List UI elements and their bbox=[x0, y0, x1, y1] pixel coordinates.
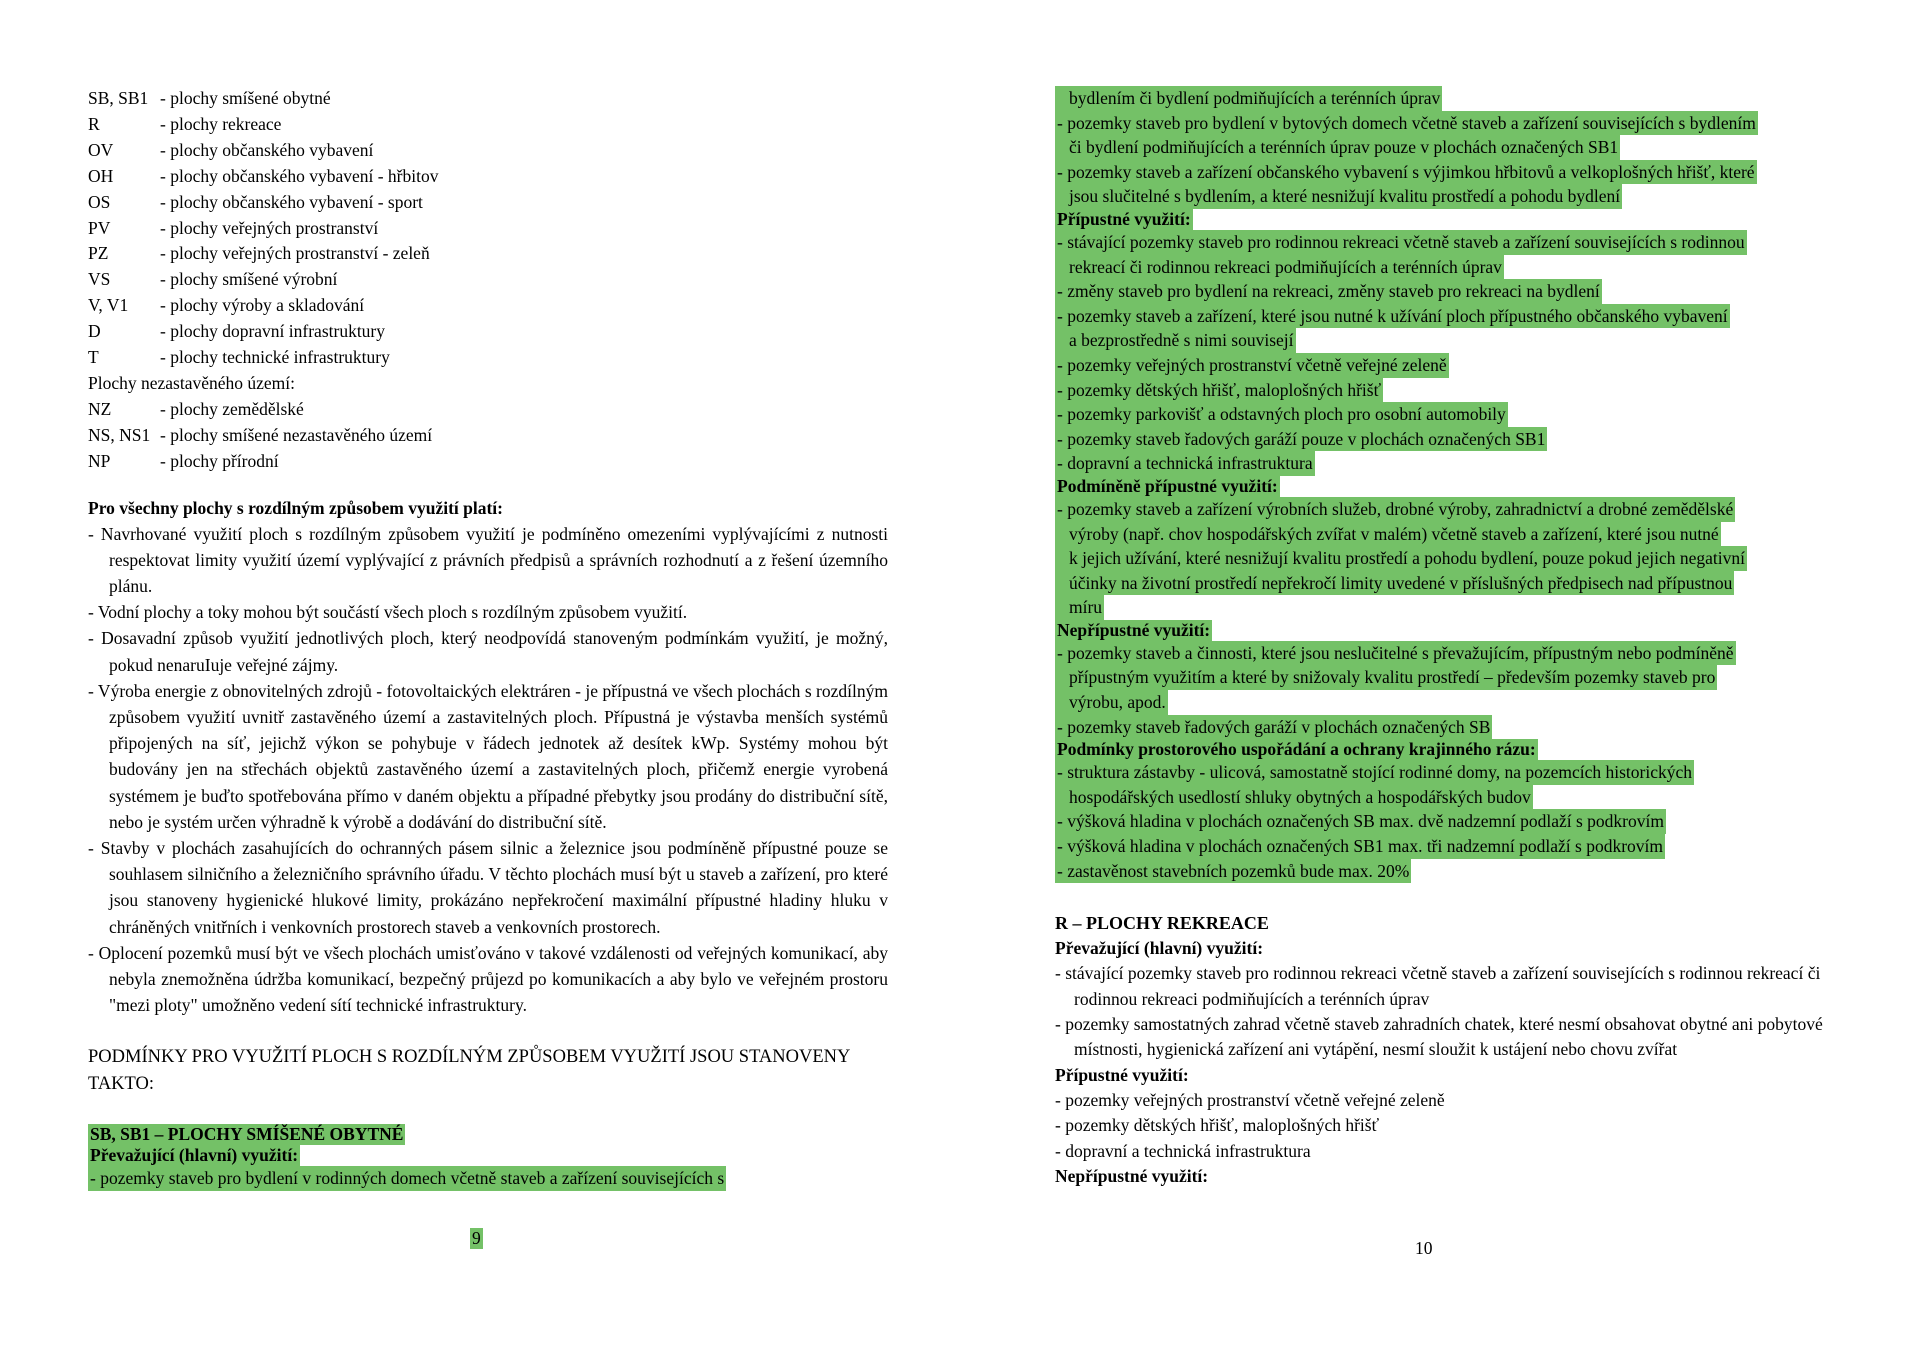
abbrev-text: - plochy občanského vybavení bbox=[160, 139, 374, 160]
abbrev-row bbox=[88, 112, 888, 138]
sb-main-use-line: - pozemky staveb pro bydlení v rodinných domech včetně staveb a zařízení souvisejících s bbox=[88, 1166, 726, 1191]
abbrev-code: OV bbox=[88, 139, 114, 160]
general-item: - Navrhované využití ploch s rozdílným způsobem využití je podmíněno omezeními vyplývajícími z nutnosti respektovat limity využití území vyplývající z právních předpisů a správních rozhodnutí a z řešení územního plánu. bbox=[88, 523, 888, 596]
abbrev-row bbox=[88, 345, 888, 371]
forbidden-use-line: výrobu, apod. bbox=[1055, 690, 1168, 715]
abbrev-row bbox=[88, 86, 888, 112]
r-permitted-item: - dopravní a technická infrastruktura bbox=[1055, 1140, 1311, 1161]
continued-line: či bydlení podmiňujících a terénních úprav pouze v plochách označených SB1 bbox=[1055, 135, 1620, 160]
spatial-conditions-line: - výšková hladina v plochách označených SB max. dvě nadzemní podlaží s podkrovím bbox=[1055, 809, 1666, 834]
abbrev-text: - plochy občanského vybavení - hřbitov bbox=[160, 165, 439, 186]
r-main-use-item: - stávající pozemky staveb pro rodinnou rekreaci včetně staveb a zařízení souvisejících s rodinnou rekreací či rodinnou rekreaci podmiňujících a terénních úprav bbox=[1055, 963, 1821, 1009]
right-column bbox=[1055, 86, 1865, 1189]
abbrev-code: NZ bbox=[88, 398, 112, 419]
permitted-use-line: - pozemky dětských hřišť, maloplošných hřišť bbox=[1055, 378, 1383, 403]
abbrev-row bbox=[88, 449, 888, 475]
abbrev-row bbox=[88, 319, 888, 345]
abbrev-code: VS bbox=[88, 269, 111, 290]
permitted-use-line: - stávající pozemky staveb pro rodinnou rekreaci včetně staveb a zařízení souvisejících s rodinnou bbox=[1055, 230, 1747, 255]
permitted-use-line: a bezprostředně s nimi souvisejí bbox=[1055, 328, 1296, 353]
abbrev-row bbox=[88, 293, 888, 319]
page-number-right: 10 bbox=[1415, 1238, 1433, 1258]
continued-line: jsou slučitelné s bydlením, a které nesnižují kvalitu prostředí a pohodu bydlení bbox=[1055, 184, 1622, 209]
conditionally-permitted-line: účinky na životní prostředí nepřekročí limity uvedené v příslušných předpisech nad přípustnou bbox=[1055, 571, 1734, 596]
sb-section-title: SB, SB1 – PLOCHY SMÍŠENÉ OBYTNÉ bbox=[90, 1124, 404, 1145]
conditionally-permitted-line: - pozemky staveb a zařízení výrobních služeb, drobné výroby, zahradnictví a drobné zemědělské bbox=[1055, 497, 1735, 522]
sb-main-use-heading: Převažující (hlavní) využití: bbox=[90, 1145, 299, 1166]
spatial-conditions-line: - struktura zástavby - ulicová, samostatně stojící rodinné domy, na pozemcích historických bbox=[1055, 760, 1694, 785]
r-section-title: R – PLOCHY REKREACE bbox=[1055, 913, 1269, 934]
abbrev-group-label: Plochy nezastavěného území: bbox=[88, 372, 296, 393]
general-item: - Vodní plochy a toky mohou být součástí všech ploch s rozdílným způsobem využití. bbox=[88, 602, 688, 623]
abbrev-code: SB, SB1 bbox=[88, 88, 149, 108]
abbrev-text: - plochy výroby a skladování bbox=[160, 295, 365, 316]
abbrev-row bbox=[88, 241, 888, 267]
forbidden-use-line: - pozemky staveb a činnosti, které jsou neslučitelné s převažujícím, přípustným nebo podmíněně bbox=[1055, 641, 1736, 666]
abbrev-row bbox=[88, 267, 888, 293]
r-main-use-heading: Převažující (hlavní) využití: bbox=[1055, 938, 1264, 959]
abbrev-code: PZ bbox=[88, 243, 109, 264]
abbrev-row bbox=[88, 216, 888, 242]
abbrev-row bbox=[88, 190, 888, 216]
r-permitted-heading: Přípustné využití: bbox=[1055, 1064, 1189, 1085]
spatial-conditions-line: - zastavěnost stavebních pozemků bude max. 20% bbox=[1055, 859, 1411, 884]
conditionally-permitted-heading: Podmíněně přípustné využití: bbox=[1057, 475, 1278, 496]
general-item: - Výroba energie z obnovitelných zdrojů - fotovoltaických elektráren - je přípustná ve všech plochách s rozdílným způsobem využití uvnitř zastavěného území a zastavitelných ploch. Přípustná je výstavba menších systémů připojených na síť, jejichž výkon se pohybuje v řádech jednotek až desítek kWp. Systémy mohou být budovány jen na střechách objektů zastavěného území a zastavitelných ploch, přičemž energie vyrobená systémem je buďto spotřebována přímo v daném objektu a případné přebytky jsou prodány do distribuční sítě, nebo je systém určen výhradně k výrobě a dodávání do distribuční sítě. bbox=[88, 680, 888, 832]
r-forbidden-heading: Nepřípustné využití: bbox=[1055, 1166, 1209, 1187]
abbrev-text: - plochy dopravní infrastruktury bbox=[160, 321, 386, 342]
abbrev-text: - plochy veřejných prostranství - zeleň bbox=[160, 243, 430, 264]
spatial-conditions-heading: Podmínky prostorového uspořádání a ochrany krajinného rázu: bbox=[1057, 739, 1536, 760]
abbrev-text: - plochy zemědělské bbox=[160, 398, 304, 419]
permitted-use-line: - pozemky staveb řadových garáží pouze v plochách označených SB1 bbox=[1055, 427, 1547, 452]
abbrev-code: D bbox=[88, 321, 101, 342]
continued-line: bydlením či bydlení podmiňujících a terénních úprav bbox=[1055, 86, 1442, 111]
r-main-use-item: - pozemky samostatných zahrad včetně staveb zahradních chatek, které nesmí obsahovat obytné ani pobytové místnosti, hygienická zařízení ani vytápění, nesmí sloužit k ustájení nebo chovu zvířat bbox=[1055, 1014, 1823, 1060]
forbidden-use-heading: Nepřípustné využití: bbox=[1057, 619, 1211, 640]
permitted-use-line: - pozemky veřejných prostranství včetně veřejné zeleně bbox=[1055, 353, 1449, 378]
permitted-use-line: - změny staveb pro bydlení na rekreaci, změny staveb pro rekreaci na bydlení bbox=[1055, 279, 1602, 304]
continued-line: - pozemky staveb a zařízení občanského vybavení s výjimkou hřbitovů a velkoplošných hřišť, které bbox=[1055, 160, 1757, 185]
r-permitted-item: - pozemky dětských hřišť, maloplošných hřišť bbox=[1055, 1115, 1380, 1136]
abbrev-row bbox=[88, 423, 888, 449]
left-column bbox=[88, 86, 888, 1191]
abbrev-row bbox=[88, 164, 888, 190]
permitted-use-line: - pozemky staveb a zařízení, které jsou nutné k užívání ploch přípustného občanského vybavení bbox=[1055, 304, 1730, 329]
abbrev-text: - plochy občanského vybavení - sport bbox=[160, 191, 423, 212]
continued-line: - pozemky staveb pro bydlení v bytových domech včetně staveb a zařízení souvisejících s bydlením bbox=[1055, 111, 1758, 136]
abbrev-code: OH bbox=[88, 165, 114, 186]
abbrev-row bbox=[88, 397, 888, 423]
abbrev-text: - plochy technické infrastruktury bbox=[160, 347, 390, 368]
conditions-intro: PODMÍNKY PRO VYUŽITÍ PLOCH S ROZDÍLNÝM ZPŮSOBEM VYUŽITÍ JSOU STANOVENY TAKTO: bbox=[88, 1047, 850, 1095]
abbrev-text: - plochy veřejných prostranství bbox=[160, 217, 379, 238]
spatial-conditions-line: hospodářských usedlostí shluky obytných a hospodářských budov bbox=[1055, 785, 1533, 810]
sb-section bbox=[88, 1098, 888, 1191]
abbrev-text: - plochy smíšené nezastavěného území bbox=[160, 424, 433, 445]
general-item: - Dosavadní způsob využití jednotlivých ploch, který neodpovídá stanoveným podmínkám využití, je možný, pokud nenaruIuje veřejné zájmy. bbox=[88, 628, 888, 675]
spatial-conditions-line: - výšková hladina v plochách označených SB1 max. tři nadzemní podlaží s podkrovím bbox=[1055, 834, 1665, 859]
abbrev-code: T bbox=[88, 347, 99, 368]
abbrev-row bbox=[88, 138, 888, 164]
permitted-use-line: - pozemky parkovišť a odstavných ploch pro osobní automobily bbox=[1055, 402, 1508, 427]
abbreviation-list bbox=[88, 86, 888, 475]
page-number-left: 9 bbox=[472, 1228, 481, 1248]
abbrev-code: NS, NS1 bbox=[88, 424, 151, 445]
abbrev-code: V, V1 bbox=[88, 295, 129, 316]
permitted-use-line: - dopravní a technická infrastruktura bbox=[1055, 451, 1315, 476]
permitted-use-heading: Přípustné využití: bbox=[1057, 208, 1191, 229]
abbrev-code: OS bbox=[88, 191, 111, 212]
conditionally-permitted-line: míru bbox=[1055, 595, 1104, 620]
r-permitted-item: - pozemky veřejných prostranství včetně veřejné zeleně bbox=[1055, 1089, 1445, 1110]
general-conditions-heading: Pro všechny plochy s rozdílným způsobem využití platí: bbox=[88, 497, 504, 518]
abbrev-text: - plochy rekreace bbox=[160, 113, 282, 134]
forbidden-use-line: přípustným využitím a které by snižovaly kvalitu prostředí – především pozemky staveb pro bbox=[1055, 665, 1717, 690]
abbrev-code: NP bbox=[88, 450, 111, 471]
abbrev-group-heading bbox=[88, 371, 888, 397]
general-item: - Stavby v plochách zasahujících do ochranných pásem silnic a železnice jsou podmíněně přípustné pouze se souhlasem silničního a železničního správního úřadu. V těchto plochách musí být u staveb a zařízení, pro které jsou stanoveny hygienické hlukové limity, prokázáno nepřekročení maximální přípustné hladiny hluku v chráněných vnitřních i venkovních prostorech staveb a venkovních prostorech. bbox=[88, 838, 888, 937]
abbrev-code: PV bbox=[88, 217, 111, 238]
conditionally-permitted-line: k jejich užívání, které nesnižují kvalitu prostředí a pohodu bydlení, pouze pokud jejich negativní bbox=[1055, 546, 1747, 571]
abbrev-code: R bbox=[88, 113, 100, 134]
abbrev-text: - plochy smíšené obytné bbox=[160, 88, 331, 108]
conditionally-permitted-line: výroby (např. chov hospodářských zvířat v malém) včetně staveb a zařízení, které jsou nutné bbox=[1055, 522, 1721, 547]
abbrev-text: - plochy smíšené výrobní bbox=[160, 269, 338, 290]
abbrev-text: - plochy přírodní bbox=[160, 450, 279, 471]
general-item: - Oplocení pozemků musí být ve všech plochách umisťováno v takové vzdálenosti od veřejných komunikací, aby nebyla znemožněna údržba komunikací, bezpečný průjezd po komunikacích a aby bylo ve veřejném prostoru "mezi ploty" umožněno vedení sítí technické infrastruktury. bbox=[88, 942, 888, 1016]
permitted-use-line: rekreací či rodinnou rekreaci podmiňujících a terénních úprav bbox=[1055, 255, 1504, 280]
forbidden-use-line: - pozemky staveb řadových garáží v plochách označených SB bbox=[1055, 715, 1492, 740]
